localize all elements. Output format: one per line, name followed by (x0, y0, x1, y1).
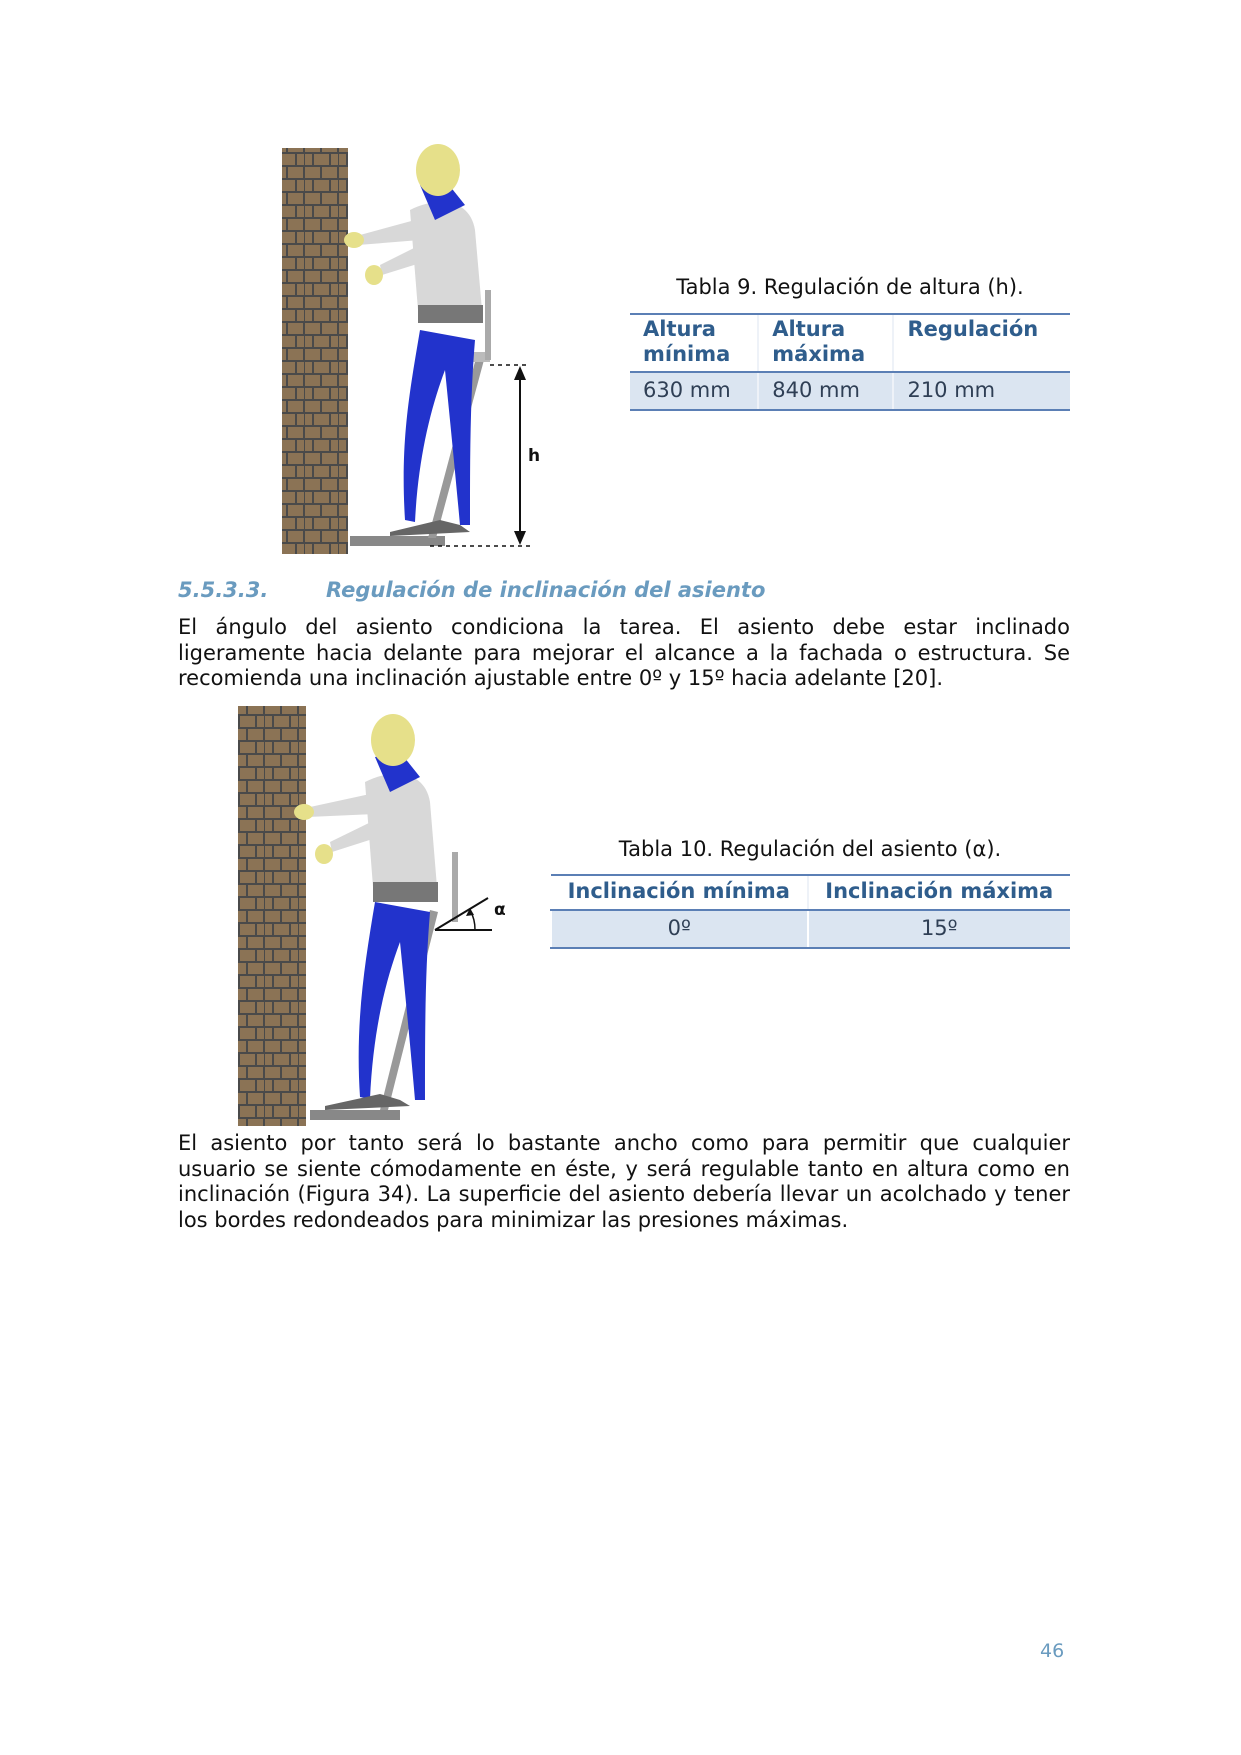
table10-cell-min: 0º (551, 910, 808, 948)
backrest (452, 852, 458, 922)
backrest (485, 290, 491, 360)
table9-header-row (630, 314, 1070, 372)
hand (365, 265, 383, 285)
brick-wall (238, 706, 306, 1126)
belt (418, 305, 483, 323)
hand (344, 232, 364, 248)
head (416, 144, 460, 196)
table9-header-reg: Regulación (893, 314, 1070, 372)
table10 (550, 874, 1070, 949)
section-heading (178, 578, 765, 602)
foot-platform (310, 1110, 400, 1120)
paragraph-2: El asiento por tanto será lo bastante ancho como para permitir que cualquier usuario se siente cómodamente en éste, y será regulable tanto en altura como en inclinación (Figura 34). La superficie del asiento debería llevar un acolchado y tener los bordes redondeados para minimizar las presiones máximas. (178, 1131, 1070, 1232)
table9-header-max: Altura máxima (758, 314, 893, 372)
hand (294, 804, 314, 820)
section-title: Regulación de inclinación del asiento (326, 578, 766, 602)
label-alpha: α (494, 900, 506, 920)
shoe (390, 520, 470, 536)
belt (373, 882, 438, 902)
arm-upper (358, 220, 420, 245)
table10-caption: Tabla 10. Regulación del asiento (α). (618, 837, 1002, 861)
section-number: 5.5.3.3. (178, 578, 269, 602)
page-number: 46 (1040, 1640, 1065, 1662)
table9-cell-reg: 210 mm (893, 372, 1070, 410)
arm-upper (308, 794, 375, 817)
table10-header-row (551, 875, 1070, 910)
table9-cell-min: 630 mm (630, 372, 758, 410)
table9 (630, 313, 1070, 411)
hand (315, 844, 333, 864)
figure-height-adjustment (270, 140, 570, 560)
label-h: h (528, 446, 541, 466)
table10-cell-max: 15º (808, 910, 1070, 948)
brick-wall (282, 148, 348, 554)
figure-seat-inclination (230, 702, 530, 1132)
table10-header-min: Inclinación mínima (551, 875, 808, 910)
table-row (630, 372, 1070, 410)
paragraph-1: El ángulo del asiento condiciona la tarea. El asiento debe estar inclinado ligeramente hacia delante para mejorar el alcance a la fachada o estructura. Se recomienda una inclinación ajustable entre 0º y 15º hacia adelante [20]. (178, 615, 1070, 690)
table10-header-max: Inclinación máxima (808, 875, 1070, 910)
head (371, 714, 415, 766)
table9-cell-max: 840 mm (758, 372, 893, 410)
table-row (551, 910, 1070, 948)
table9-header-min: Altura mínima (630, 314, 758, 372)
table9-caption: Tabla 9. Regulación de altura (h). (676, 275, 1024, 299)
